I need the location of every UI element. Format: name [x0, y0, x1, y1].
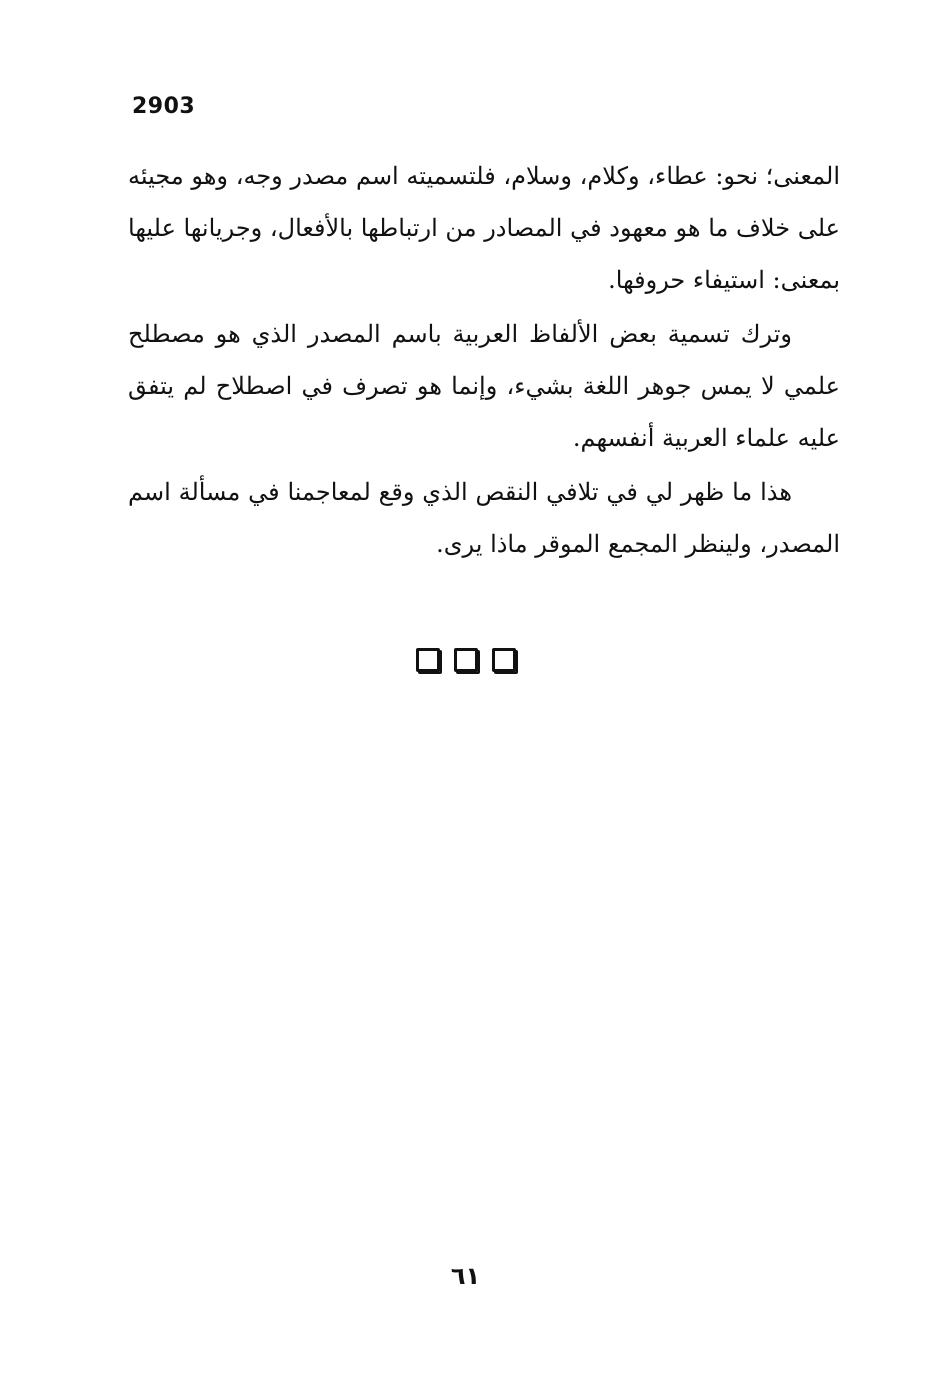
paragraph-terminology: وترك تسمية بعض الألفاظ العربية باسم المصدر الذي هو مصطلح علمي لا يمس جوهر اللغة بشيء، وإنما هو تصرف في اصطلاح لم يتفق عليه علماء العربية أنفسهم.	[128, 320, 840, 452]
paragraph-conclusion: هذا ما ظهر لي في تلافي النقص الذي وقع لمعاجمنا في مسألة اسم المصدر، ولينظر المجمع الموقر ماذا يرى.	[128, 478, 840, 558]
page-id-number: 2903	[132, 94, 196, 119]
page-number: ٦١	[450, 1262, 481, 1290]
ornament-square-icon	[492, 648, 516, 672]
article-body	[128, 150, 840, 572]
ornament-square-icon	[454, 648, 478, 672]
ornament-square-icon	[416, 648, 440, 672]
paragraph-continuation: المعنى؛ نحو: عطاء، وكلام، وسلام، فلتسميته اسم مصدر وجه، وهو مجيئه على خلاف ما هو معهود في المصادر من ارتباطها بالأفعال، وجريانها عليها بمعنى: استيفاء حروفها.	[128, 162, 840, 294]
section-end-ornament	[0, 648, 931, 672]
